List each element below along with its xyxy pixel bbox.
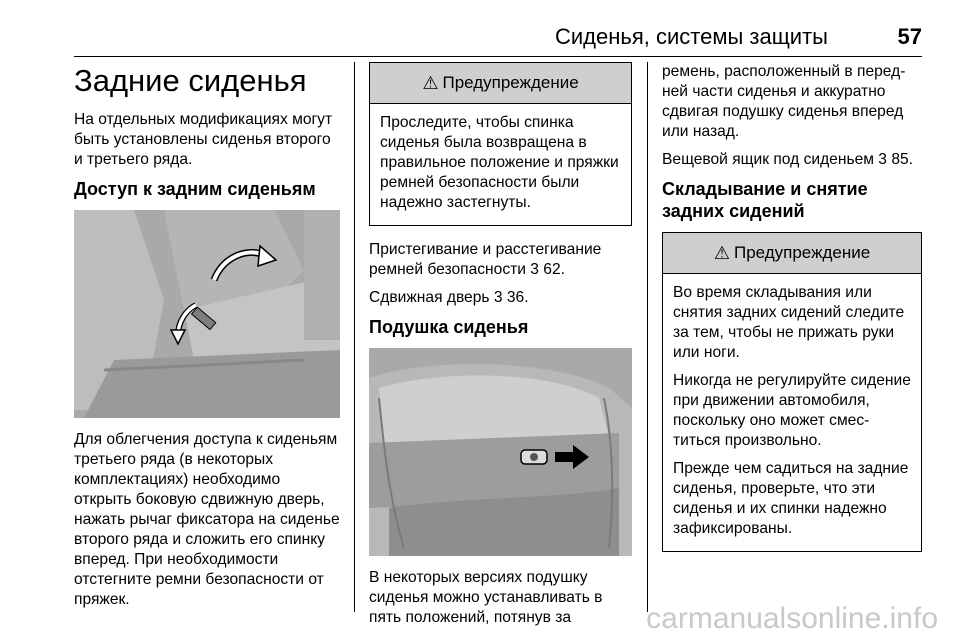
reference-sliding-door: Сдвижная дверь 3 36.	[369, 289, 529, 306]
column-2	[369, 62, 632, 636]
access-instructions: Для облегчения доступа к сиденьям третьего ряда (в некоторых комплектациях) необходимо открыть боковую сдвижную дверь, нажать рычаг фиксатора на сиденье второго ряда и сложить его спинку вперед. При необходимости отстегните ремни безопасности от пряжек.	[74, 431, 340, 608]
seat-cushion-illustration	[369, 348, 632, 556]
warning-body	[370, 104, 631, 225]
intro-paragraph: На отдельных модификациях могут быть установлены сиденья второго и третьего ряда.	[74, 111, 333, 168]
cushion-instructions: В некоторых версиях подушку сиденья можно устанавливать в пять положений, потянув за	[369, 569, 603, 626]
column-divider-2	[647, 62, 648, 612]
warning-paragraph-3: Прежде чем садиться на задние сиденья, проверьте, что эти сиденья и их спинки надежно зафиксированы.	[673, 460, 909, 537]
warning-header	[370, 63, 631, 104]
warning-triangle-icon: ⚠	[422, 72, 439, 93]
warning-paragraph-2: Никогда не регулируйте сидение при движении автомобиля, поскольку оно может сместиться произвольно.	[673, 372, 911, 449]
subheading-rear-seat-access: Доступ к задним сиденьям	[74, 179, 316, 199]
rear-seat-lever-illustration	[74, 210, 340, 418]
column-3	[662, 62, 922, 566]
subheading-seat-cushion: Подушка сиденья	[369, 317, 529, 337]
section-title: Задние сиденья	[74, 63, 307, 98]
reference-storage-box: Вещевой ящик под сиденьем 3 85.	[662, 151, 913, 168]
subheading-fold-remove-seats: Складывание и снятие задних сидений	[662, 179, 868, 221]
warning-box-folding	[662, 232, 922, 552]
rear-seat-lever-drawing	[74, 210, 340, 418]
header-rule	[74, 56, 922, 57]
column-divider-1	[354, 62, 355, 612]
warning-body	[663, 274, 921, 551]
warning-box-seatback	[369, 62, 632, 226]
cushion-instructions-continued: ремень, расположенный в передней части сиденья и аккуратно сдвигая подушку сиденья вперед или назад.	[662, 63, 906, 140]
running-header-title: Сиденья, системы защиты	[554, 24, 828, 49]
warning-triangle-icon: ⚠	[713, 242, 730, 263]
warning-title: Предупреждение	[442, 73, 579, 92]
seat-cushion-drawing	[369, 348, 632, 556]
warning-text: Проследите, чтобы спинка сиденья была возвращена в правильное положение и пряжки ремней безопасности были надежно застегнуты.	[380, 114, 619, 211]
warning-header	[663, 233, 921, 274]
reference-seatbelts: Пристегивание и расстегивание ремней безопасности 3 62.	[369, 241, 602, 278]
warning-title: Предупреждение	[733, 243, 871, 262]
warning-paragraph-1: Во время складывания или снятия задних сидений следите за тем, чтобы не прижать руки или ноги.	[673, 284, 905, 361]
page-number: 57	[897, 24, 922, 49]
column-1	[74, 62, 340, 618]
watermark: carmanualsonline.info	[646, 602, 938, 635]
